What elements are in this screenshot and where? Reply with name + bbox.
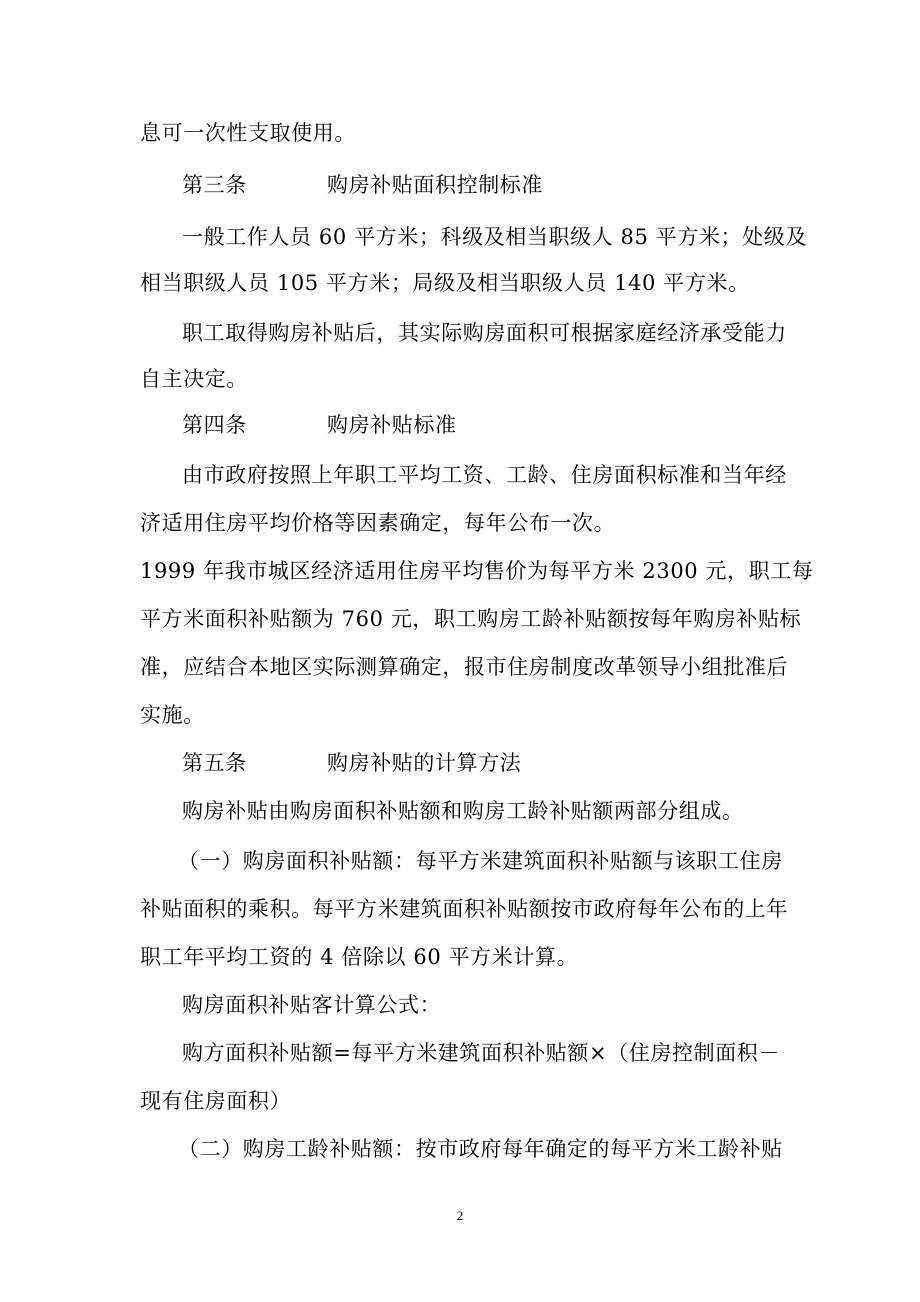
paragraph-line: 自主决定。	[140, 367, 248, 391]
article-number: 第四条	[182, 413, 247, 437]
paragraph-line: 平方米面积补贴额为 760 元，职工购房工龄补贴额按每年购房补贴标	[140, 607, 802, 631]
article-heading	[182, 170, 543, 200]
article-heading	[182, 748, 521, 778]
paragraph-line: 实施。	[140, 703, 205, 727]
paragraph-line: 一般工作人员 60 平方米；科级及相当职级人 85 平方米；处级及	[182, 225, 807, 249]
paragraph-line: 息可一次性支取使用。	[140, 121, 356, 145]
paragraph-line: 济适用住房平均价格等因素确定，每年公布一次。	[140, 511, 616, 535]
paragraph-line: 现有住房面积）	[140, 1089, 292, 1113]
article-number: 第三条	[182, 173, 247, 197]
paragraph-line: （一）购房面积补贴额：每平方米建筑面积补贴额与该职工住房	[178, 849, 783, 873]
article-number: 第五条	[182, 751, 247, 775]
article-title: 购房补贴标准	[327, 413, 457, 437]
page-number: 2	[456, 1208, 464, 1223]
paragraph-line: 1999 年我市城区经济适用住房平均售价为每平方米 2300 元，职工每	[140, 559, 814, 583]
paragraph-line: （二）购房工龄补贴额：按市政府每年确定的每平方米工龄补贴	[178, 1137, 783, 1161]
paragraph-line: 准，应结合本地区实际测算确定，报市住房制度改革领导小组批准后	[140, 655, 788, 679]
article-heading	[182, 410, 457, 440]
paragraph-line: 由市政府按照上年职工平均工资、工龄、住房面积标准和当年经	[182, 463, 787, 487]
paragraph-line: 购房面积补贴客计算公式：	[182, 993, 442, 1017]
paragraph-line: 购房补贴由购房面积补贴额和购房工龄补贴额两部分组成。	[182, 799, 744, 823]
article-title: 购房补贴的计算方法	[327, 751, 522, 775]
paragraph-line: 职工取得购房补贴后，其实际购房面积可根据家庭经济承受能力	[182, 321, 787, 345]
paragraph-line: 补贴面积的乘积。每平方米建筑面积补贴额按市政府每年公布的上年	[140, 897, 788, 921]
article-title: 购房补贴面积控制标准	[327, 173, 543, 197]
paragraph-line: 购方面积补贴额=每平方米建筑面积补贴额×（住房控制面积－	[182, 1041, 780, 1065]
paragraph-line: 职工年平均工资的 4 倍除以 60 平方米计算。	[140, 945, 579, 969]
paragraph-line: 相当职级人员 105 平方米；局级及相当职级人员 140 平方米。	[140, 271, 750, 295]
